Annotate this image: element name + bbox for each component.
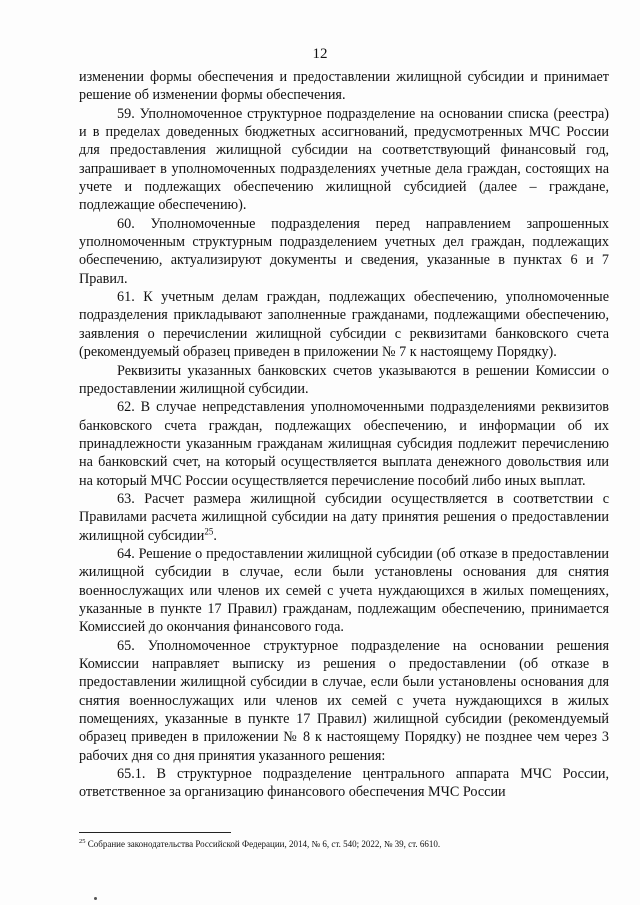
paragraph-63 bbox=[79, 490, 609, 545]
paragraph-65: 65. Уполномоченное структурное подразделение на основании решения Комиссии направляет выписку из решения о предоставлении (об отказе в предоставлении жилищной субсидии в случае, если были установлены основания для снятия военнослужащих или членов их семей с учета нуждающихся в жилых помещениях, указанные в пункте 17 Правил) жилищной субсидии (рекомендуемый образец приведен в приложении № 8 к настоящему Порядку) не позднее чем через 3 рабочих дня со дня принятия указанного решения: bbox=[79, 637, 609, 764]
footnote-reference: 25 bbox=[204, 525, 214, 536]
paragraph-continuation: изменении формы обеспечения и предоставлении жилищной субсидии и принимает решение об изменении формы обеспечения. bbox=[79, 69, 609, 104]
paragraph-65-1: 65.1. В структурное подразделение центрального аппарата МЧС России, ответственное за организацию финансового обеспечения МЧС России bbox=[79, 766, 609, 801]
footnote-number: 25 bbox=[79, 838, 86, 845]
document-body bbox=[79, 68, 609, 802]
paragraph-60: 60. Уполномоченные подразделения перед направлением запрошенных уполномоченным структурным подразделением учетных дел граждан, подлежащих обеспечению, актуализируют документы и сведения, указанные в пунктах 6 и 7 Правил. bbox=[79, 215, 609, 287]
footnote-text: Собрание законодательства Российской Федерации, 2014, № 6, ст. 540; 2022, № 39, ст. 6610. bbox=[87, 839, 441, 849]
paragraph-62: 62. В случае непредставления уполномоченными подразделениями реквизитов банковского счета граждан, подлежащих обеспечению, и информации об их принадлежности указанным гражданам жилищная субсидия подлежит перечислению на банковский счет, на который осуществляется выплата денежного довольствия или на который МЧС России осуществляется перечисление пособий либо иных выплат. bbox=[79, 399, 609, 489]
paragraph-61: 61. К учетным делам граждан, подлежащих обеспечению, уполномоченные подразделения прикладывают заполненные гражданами, подлежащими обеспечению, заявления о перечислении жилищной субсидии с реквизитами банковского счета (рекомендуемый образец приведен в приложении № 7 к настоящему Порядку). bbox=[79, 289, 609, 361]
page-number: 12 bbox=[312, 46, 328, 62]
paragraph-59: 59. Уполномоченное структурное подразделение на основании списка (реестра) и в пределах доведенных бюджетных ассигнований, предусмотренных МЧС России для предоставления жилищной субсидии на соответствующий финансовый год, запрашивает в уполномоченных подразделениях учетные дела граждан, состоящих на учете и подлежащих обеспечению жилищной субсидией (далее – граждане, подлежащие обеспечению). bbox=[79, 105, 609, 214]
footnote-divider bbox=[79, 832, 231, 833]
paragraph-64: 64. Решение о предоставлении жилищной субсидии (об отказе в предоставлении жилищной субсидии в случае, если были установлены основания для снятия военнослужащих или членов их семей с учета нуждающихся в жилых помещениях, указанные в пункте 17 Правил) гражданам, подлежащим обеспечению, принимается Комиссией до окончания финансового года. bbox=[79, 545, 609, 636]
scan-artifact bbox=[94, 897, 97, 900]
paragraph-63-text: 63. Расчет размера жилищной субсидии осуществляется в соответствии с Правилами расчета жилищной субсидии на дату принятия решения о предоставлении жилищной субсидии bbox=[79, 490, 609, 544]
paragraph-63-end: . bbox=[213, 527, 217, 544]
footnote bbox=[79, 838, 619, 850]
paragraph-61-details: Реквизиты указанных банковских счетов указываются в решении Комиссии о предоставлении жилищной субсидии. bbox=[79, 362, 609, 397]
